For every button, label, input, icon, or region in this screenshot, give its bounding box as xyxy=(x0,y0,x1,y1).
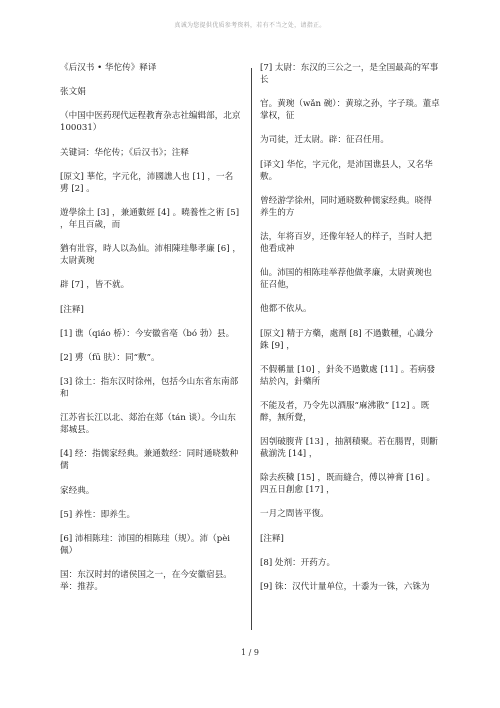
right-column xyxy=(260,62,440,605)
section-label: [注释] xyxy=(260,533,284,544)
note: 官。黄琬（wǎn 碗）：黄琼之孙，字子琰。董卓掌权，征 xyxy=(260,99,440,122)
paragraph: 因刳破腹背 [13] ，抽割積聚。若在腸胃，則斷截湔洗 [14] ， xyxy=(260,437,438,460)
paragraph: 一月之間皆平復。 xyxy=(260,509,329,520)
paragraph: [原文] 華佗，字元化，沛國譙人也 [1] ，一名 旉 [2] 。 xyxy=(60,171,234,194)
paragraph: 辟 [7] ，皆不就。 xyxy=(60,280,130,291)
translation: 他都不依从。 xyxy=(260,304,312,315)
note: 为司徒，迁太尉。辟：征召任用。 xyxy=(260,135,389,146)
translation: 曾经游学徐州，同时通晓数种儒家经典。晓得养生的方 xyxy=(260,195,432,218)
translation: [译文] 华佗，字元化，是沛国谯县人，又名华敷。 xyxy=(260,159,433,182)
paragraph: 不假稱量 [10] ，針灸不過數處 [11] 。若病發結於內，針藥所 xyxy=(260,364,436,387)
page-header: 真诚为您提供优质参考资料，若有不当之处，请指正。 xyxy=(174,22,326,29)
paragraph: 猶有壯容，時人以為仙。沛相陳珪舉孝廉 [6] ，太尉黃琬 xyxy=(60,244,241,267)
paragraph: 不能及者，乃令先以酒服“麻沸散” [12] 。既醉，無所覺， xyxy=(260,400,430,423)
note: [8] 处剂：开药方。 xyxy=(260,557,336,568)
note: [6] 沛相陈珪：沛国的相陈珪（规）。沛（pèi 佩） xyxy=(60,534,231,556)
note: [9] 铢：汉代计量单位，十黍为一铢，六铢为 xyxy=(260,582,430,592)
note: [7] 太尉：东汉的三公之一，是全国最高的军事长 xyxy=(260,63,439,85)
column-divider xyxy=(251,68,252,630)
note: [1] 谯（qiáo 桥）：今安徽省亳（bó 勃）县。 xyxy=(60,328,235,339)
keywords: 关键词：华佗传；《后汉书》；注释 xyxy=(60,147,189,158)
note: 家经典。 xyxy=(60,485,95,496)
note: [4] 经：指儒家经典。兼通数经：同时通晓数种儒 xyxy=(60,449,239,472)
translation: 法，年将百岁，还像年轻人的样子，当时人把他看成神 xyxy=(260,231,432,254)
affiliation: （中国中医药现代远程教育杂志社编辑部，北京 100031） xyxy=(60,111,241,134)
paragraph: [原文] 精于方藥，處劑 [8] 不過數種，心識分銖 [9] ， xyxy=(260,328,434,351)
article-title: 《后汉书 • 华佗传》释译 xyxy=(60,63,157,73)
section-label: [注释] xyxy=(60,304,84,315)
author: 张文娟 xyxy=(60,87,86,98)
note: [3] 徐土：指东汉时徐州，包括今山东省东南部和 xyxy=(60,377,239,400)
paragraph: 遊學徐土 [3] ，兼通數經 [4] 。曉養性之術 [5] ，年且百歲，而 xyxy=(60,207,240,230)
note: [2] 旉（fū 肤）：同“敷”。 xyxy=(60,352,160,363)
page-number: 1 / 9 xyxy=(241,648,259,657)
left-column xyxy=(60,62,244,605)
paragraph: 除去疾穢 [15] ，既而縫合，傅以神膏 [16] 。四五日創愈 [17] ， xyxy=(260,473,436,496)
translation: 仙。沛国的相陈珪举荐他做孝廉，太尉黄琬也征召他， xyxy=(260,268,432,291)
note: 江苏省长江以北、郯治在郯（tán 谈）。今山东郯城县。 xyxy=(60,413,236,436)
note: [5] 养性：即养生。 xyxy=(60,509,136,520)
note: 国：东汉时封的诸侯国之一，在今安徽宿县。举：推荐。 xyxy=(60,570,232,593)
